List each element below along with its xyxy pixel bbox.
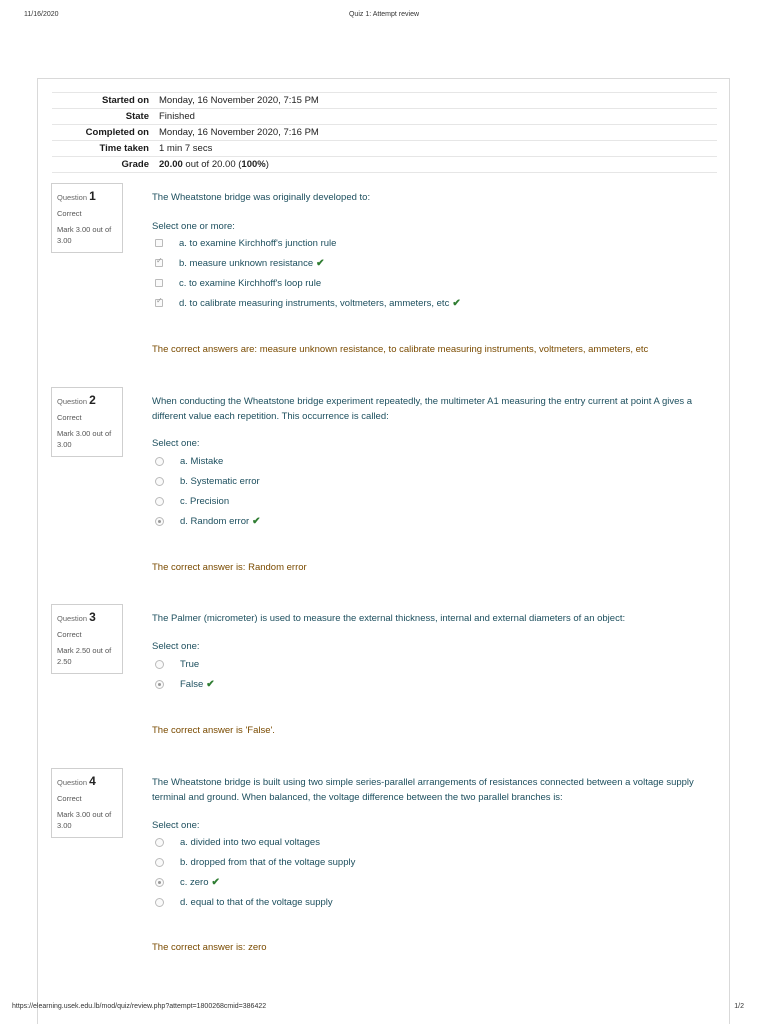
question-prompt-4: Select one: <box>152 820 200 831</box>
radio-icon <box>155 898 164 907</box>
summary-row-grade <box>52 157 717 173</box>
print-title: Quiz 1: Attempt review <box>348 11 420 18</box>
print-header <box>24 11 744 23</box>
question-state: Correct <box>57 209 82 218</box>
radio-icon <box>155 477 164 486</box>
grade-score: 20.00 <box>159 159 183 170</box>
summary-row-started <box>52 93 717 109</box>
question-mark: Mark 2.50 out of 2.50 <box>57 646 112 666</box>
option-label: False <box>180 678 204 690</box>
option-label: d. Random error <box>180 515 250 527</box>
option-2c <box>155 494 229 508</box>
attempt-summary-table <box>52 92 717 173</box>
option-2a <box>155 454 223 468</box>
option-label: c. to examine Kirchhoff's loop rule <box>179 277 322 289</box>
option-label: b. dropped from that of the voltage supply <box>180 856 356 868</box>
right-answer-1: The correct answers are: measure unknown resistance, to calibrate measuring instruments, voltmeters, ammeters, etc <box>152 344 649 355</box>
right-answer-4: The correct answer is: zero <box>152 942 267 953</box>
question-mark: Mark 3.00 out of 3.00 <box>57 225 112 245</box>
question-state: Correct <box>57 630 82 639</box>
right-answer-2: The correct answer is: Random error <box>152 562 307 573</box>
summary-row-time <box>52 141 717 157</box>
grade-rest: out of 20.00 ( <box>185 159 242 170</box>
print-footer <box>12 1003 744 1015</box>
option-label: a. divided into two equal voltages <box>180 836 320 848</box>
radio-icon <box>155 497 164 506</box>
checkbox-icon <box>155 239 163 247</box>
option-label: d. equal to that of the voltage supply <box>180 896 333 908</box>
summary-value: Monday, 16 November 2020, 7:16 PM <box>159 127 319 138</box>
summary-label: Started on <box>102 95 149 106</box>
question-number: 1 <box>89 189 96 203</box>
option-4c <box>155 875 220 889</box>
question-number: 2 <box>89 393 96 407</box>
question-state: Correct <box>57 794 82 803</box>
option-3a <box>155 657 199 671</box>
question-number: 3 <box>89 610 96 624</box>
question-prompt-1: Select one or more: <box>152 221 235 232</box>
radio-icon <box>155 457 164 466</box>
option-label: a. to examine Kirchhoff's junction rule <box>179 237 337 249</box>
question-mark: Mark 3.00 out of 3.00 <box>57 429 112 449</box>
question-word: Question <box>57 193 88 202</box>
radio-icon <box>155 838 164 847</box>
question-text-4: The Wheatstone bridge is built using two simple series-parallel arrangements of resistances connected between a voltage supply terminal and ground. When balanced, the voltage difference between the two parallel branches is: <box>152 777 694 803</box>
option-label: True <box>180 658 200 670</box>
option-4d <box>155 895 333 909</box>
question-number: 4 <box>89 774 96 788</box>
summary-label: Time taken <box>99 143 149 154</box>
right-answer-3: The correct answer is 'False'. <box>152 725 275 736</box>
summary-row-state <box>52 109 717 125</box>
checkbox-icon <box>155 299 163 307</box>
question-text-1: The Wheatstone bridge was originally developed to: <box>152 192 371 203</box>
option-label: b. Systematic error <box>180 475 260 487</box>
question-info-4 <box>51 768 123 838</box>
summary-label: Completed on <box>85 127 149 138</box>
check-icon: ✔ <box>206 678 215 690</box>
question-text-3: The Palmer (micrometer) is used to measure the external thickness, internal and external diameters of an object: <box>152 613 626 624</box>
option-1d <box>155 296 461 310</box>
print-date: 11/16/2020 <box>24 11 59 18</box>
radio-icon <box>155 858 164 867</box>
print-url: https://elearning.usek.edu.lb/mod/quiz/review.php?attempt=1800268cmid=386422 <box>12 1003 267 1010</box>
question-info-3 <box>51 604 123 674</box>
option-4b <box>155 855 355 869</box>
radio-icon <box>155 878 164 887</box>
option-label: a. Mistake <box>180 455 224 467</box>
summary-value: Finished <box>159 111 195 122</box>
checkbox-icon <box>155 279 163 287</box>
option-label: b. measure unknown resistance <box>179 257 314 269</box>
radio-icon <box>155 680 164 689</box>
print-page-number: 1/2 <box>734 1003 744 1010</box>
option-3b <box>155 677 215 691</box>
option-2d <box>155 514 261 528</box>
option-1b <box>155 256 325 270</box>
option-label: d. to calibrate measuring instruments, voltmeters, ammeters, etc <box>179 297 450 309</box>
option-1c <box>155 276 321 290</box>
option-label: c. Precision <box>180 495 230 507</box>
option-label: c. zero <box>180 876 209 888</box>
grade-percent: 100% <box>241 159 266 170</box>
summary-row-completed <box>52 125 717 141</box>
check-icon: ✔ <box>452 297 461 309</box>
option-4a <box>155 835 320 849</box>
radio-icon <box>155 660 164 669</box>
question-prompt-3: Select one: <box>152 641 200 652</box>
question-prompt-2: Select one: <box>152 438 200 449</box>
checkbox-icon <box>155 259 163 267</box>
check-icon: ✔ <box>316 257 325 269</box>
summary-value: 1 min 7 secs <box>159 143 213 154</box>
summary-value <box>159 157 717 173</box>
question-state: Correct <box>57 413 82 422</box>
grade-close: ) <box>265 159 269 170</box>
summary-label: State <box>125 111 149 122</box>
option-1a <box>155 236 336 250</box>
summary-value: Monday, 16 November 2020, 7:15 PM <box>159 95 319 106</box>
question-info-2 <box>51 387 123 457</box>
option-2b <box>155 474 260 488</box>
question-info-1 <box>51 183 123 253</box>
check-icon: ✔ <box>211 876 220 888</box>
summary-label: Grade <box>121 159 149 170</box>
question-word: Question <box>57 397 88 406</box>
review-frame <box>37 78 730 1024</box>
question-mark: Mark 3.00 out of 3.00 <box>57 810 112 830</box>
question-word: Question <box>57 778 88 787</box>
check-icon: ✔ <box>252 515 261 527</box>
question-word: Question <box>57 614 88 623</box>
question-text-2: When conducting the Wheatstone bridge experiment repeatedly, the multimeter A1 measuring the entry current at point A gives a different value each repetition. This occurrence is called: <box>152 396 693 422</box>
radio-icon <box>155 517 164 526</box>
